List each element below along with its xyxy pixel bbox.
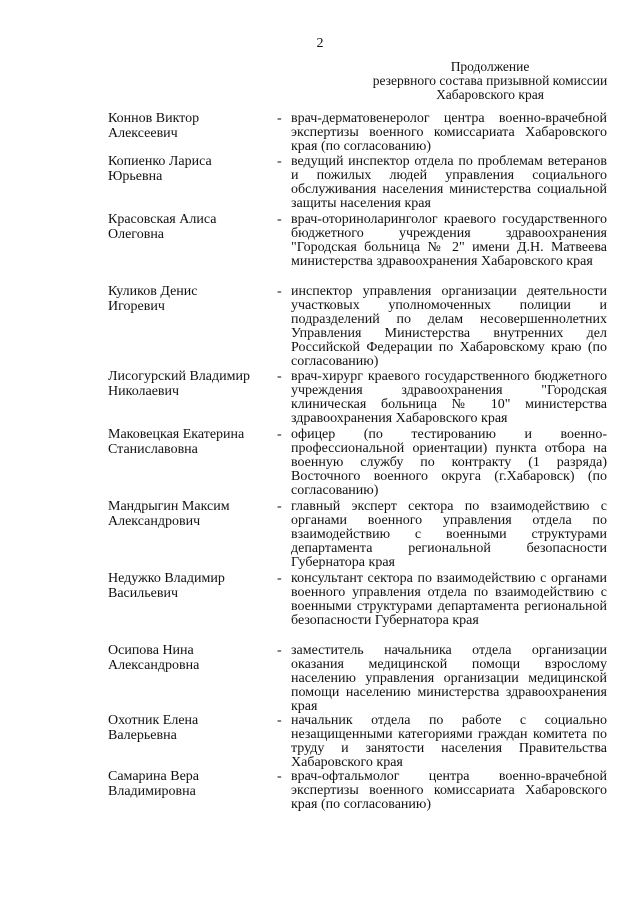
member-dash: - xyxy=(277,369,282,384)
member-name: Недужко Владимир Васильевич xyxy=(108,571,225,601)
member-position: заместитель начальника отдела организации оказания медицинской помощи взрослому населению управления организации медицинской помощи населению министерства здравоохранения края xyxy=(291,643,607,714)
document-header xyxy=(360,60,620,102)
member-name: Красовская Алиса Олеговна xyxy=(108,212,217,242)
member-dash: - xyxy=(277,713,282,728)
member-dash: - xyxy=(277,212,282,227)
member-position: ведущий инспектор отдела по проблемам ветеранов и пожилых людей управления социального обслуживания населения министерства социальной защиты населения края xyxy=(291,154,607,211)
member-position: инспектор управления организации деятельности участковых уполномоченных полиции и подразделений по делам несовершеннолетних Управления Министерства внутренних дел Российской Федерации по Хабаровскому краю (по согласованию) xyxy=(291,284,607,369)
member-dash: - xyxy=(277,154,282,169)
member-position: врач-дерматовенеролог центра военно-врачебной экспертизы военного комиссариата Хабаровского края (по согласованию) xyxy=(291,111,607,154)
header-line-2: резервного состава призывной комиссии xyxy=(372,73,608,88)
header-line-1: Продолжение xyxy=(450,59,530,74)
member-dash: - xyxy=(277,643,282,658)
member-name: Осипова Нина Александровна xyxy=(108,643,200,673)
member-name: Маковецкая Екатерина Станиславовна xyxy=(108,427,245,457)
page-number: 2 xyxy=(316,36,324,51)
member-dash: - xyxy=(277,284,282,299)
member-name: Мандрыгин Максим Александрович xyxy=(108,499,230,529)
member-name: Копиенко Лариса Юрьевна xyxy=(108,154,212,184)
header-line-3: Хабаровского края xyxy=(436,87,544,102)
member-position: врач-офтальмолог центра военно-врачебной экспертизы военного комиссариата Хабаровского края (по согласованию) xyxy=(291,769,607,812)
member-dash: - xyxy=(277,111,282,126)
member-dash: - xyxy=(277,571,282,586)
member-dash: - xyxy=(277,499,282,514)
member-name: Коннов Виктор Алексеевич xyxy=(108,111,200,141)
member-dash: - xyxy=(277,769,282,784)
member-position: начальник отдела по работе с социально незащищенными категориями граждан комитета по труду и занятости населения Правительства Хабаровского края xyxy=(291,713,607,770)
member-name: Лисогурский Владимир Николаевич xyxy=(108,369,250,399)
member-position: врач-хирург краевого государственного бюджетного учреждения здравоохранения "Городская клиническая больница № 10" министерства здравоохранения Хабаровского края xyxy=(291,369,607,426)
member-name: Самарина Вера Владимировна xyxy=(108,769,199,799)
member-position: консультант сектора по взаимодействию с органами военного управления отдела по взаимодействию с военными структурами департамента региональной безопасности Губернатора края xyxy=(291,571,607,628)
member-position: главный эксперт сектора по взаимодействию с органами военного управления отдела по взаимодействию с военными структурами департамента региональной безопасности Губернатора края xyxy=(291,499,607,570)
member-dash: - xyxy=(277,427,282,442)
member-position: врач-оториноларинголог краевого государственного бюджетного учреждения здравоохранения "Городская больница № 2" имени Д.Н. Матвеева министерства здравоохранения Хабаровского края xyxy=(291,212,607,269)
member-name: Куликов Денис Игоревич xyxy=(108,284,198,314)
member-position: офицер (по тестированию и военно-профессиональной ориентации) пункта отбора на военную службу по контракту (1 разряда) Восточного военного округа (г.Хабаровск) (по согласованию) xyxy=(291,427,607,498)
member-name: Охотник Елена Валерьевна xyxy=(108,713,199,743)
